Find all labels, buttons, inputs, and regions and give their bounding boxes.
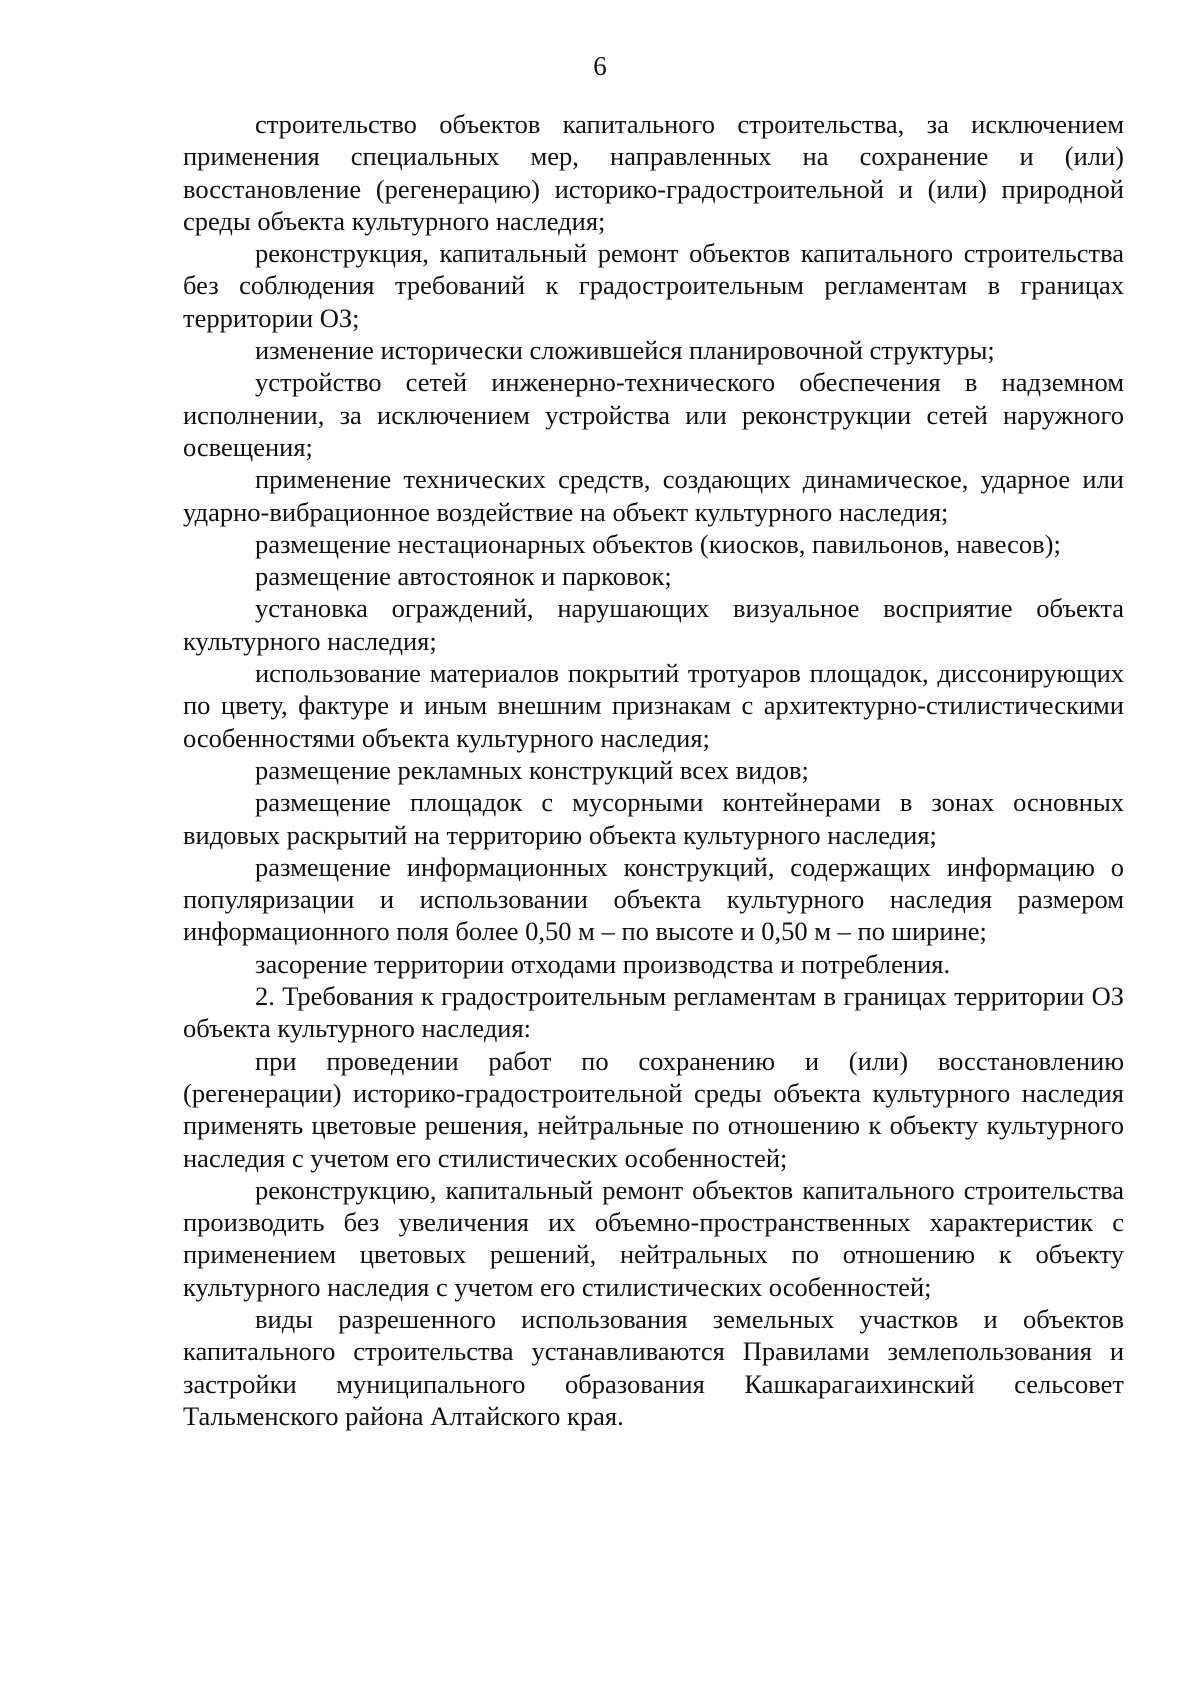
paragraph: реконструкцию, капитальный ремонт объектов капитального строительства производить без увеличения их объемно-пространственных характеристик с применением цветовых решений, нейтральных по отношению к объекту культурного наследия с учетом его стилистических особенностей; bbox=[183, 1174, 1124, 1302]
paragraph: засорение территории отходами производства и потребления. bbox=[255, 948, 951, 979]
page-number: 6 bbox=[593, 51, 607, 81]
paragraph: установка ограждений, нарушающих визуальное восприятие объекта культурного наследия; bbox=[183, 593, 1124, 656]
paragraph: изменение исторически сложившейся планировочной структуры; bbox=[255, 335, 995, 366]
document-body bbox=[183, 108, 1124, 1432]
paragraph: размещение информационных конструкций, содержащих информацию о популяризации и использовании объекта культурного наследия размером информационного поля более 0,50 м – по высоте и 0,50 м – по ширине; bbox=[183, 851, 1124, 947]
paragraph: размещение рекламных конструкций всех видов; bbox=[255, 754, 809, 785]
paragraph: размещение площадок с мусорными контейнерами в зонах основных видовых раскрытий на территорию объекта культурного наследия; bbox=[183, 787, 1124, 850]
paragraph: устройство сетей инженерно-технического обеспечения в надземном исполнении, за исключением устройства или реконструкции сетей наружного освещения; bbox=[183, 367, 1124, 462]
paragraph: строительство объектов капитального строительства, за исключением применения специальных мер, направленных на сохранение и (или) восстановление (регенерацию) историко-градостроительной и (или) природной среды объекта культурного наследия; bbox=[183, 109, 1124, 236]
paragraph: размещение нестационарных объектов (киосков, павильонов, навесов); bbox=[255, 528, 1061, 559]
section-heading-paragraph: 2. Требования к градостроительным регламентам в границах территории ОЗ объекта культурного наследия: bbox=[183, 981, 1124, 1044]
paragraph: размещение автостоянок и парковок; bbox=[255, 561, 672, 592]
paragraph: применение технических средств, создающих динамическое, ударное или ударно-вибрационное воздействие на объект культурного наследия; bbox=[183, 464, 1124, 527]
paragraph: при проведении работ по сохранению и (или) восстановлению (регенерации) историко-градостроительной среды объекта культурного наследия применять цветовые решения, нейтральные по отношению к объекту культурного наследия с учетом его стилистических особенностей; bbox=[183, 1045, 1124, 1173]
paragraph: виды разрешенного использования земельных участков и объектов капитального строительства устанавливаются Правилами землепользования и застройки муниципального образования Кашкарагаихинский сельсовет Тальменского района Алтайского края. bbox=[183, 1303, 1124, 1431]
paragraph: реконструкция, капитальный ремонт объектов капитального строительства без соблюдения требований к градостроительным регламентам в границах территории ОЗ; bbox=[183, 238, 1124, 333]
paragraph: использование материалов покрытий тротуаров площадок, диссонирующих по цвету, фактуре и иным внешним признакам с архитектурно-стилистическими особенностями объекта культурного наследия; bbox=[183, 658, 1124, 753]
